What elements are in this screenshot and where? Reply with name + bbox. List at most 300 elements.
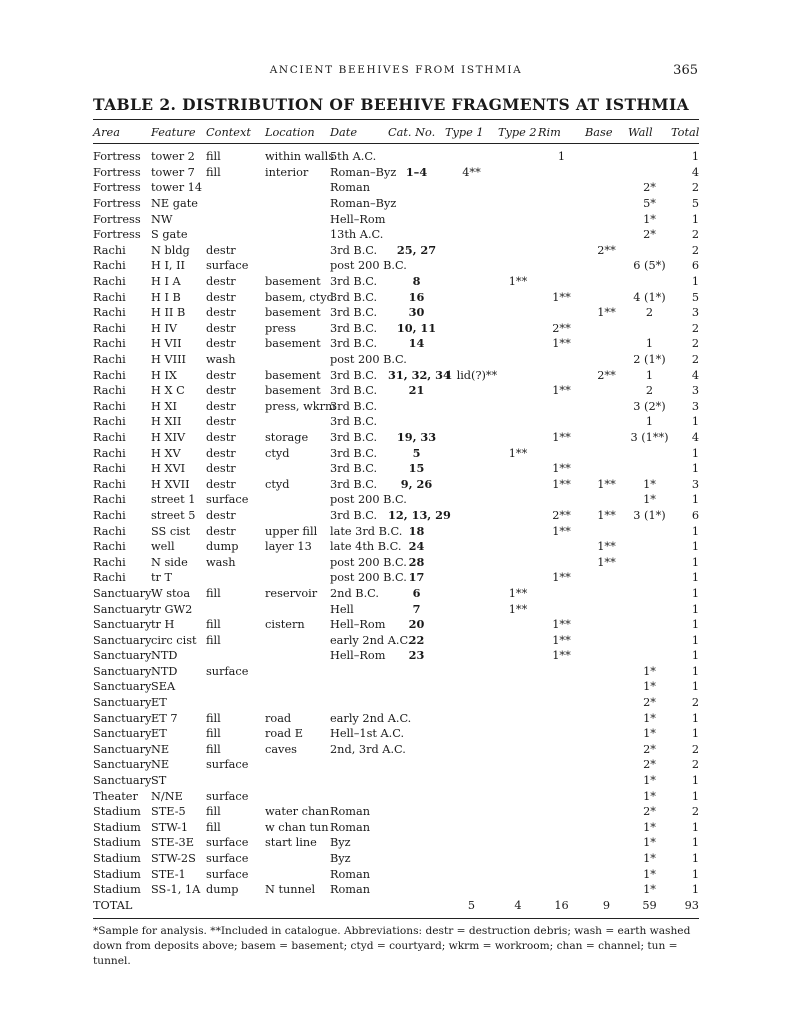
cell-location: basement xyxy=(265,275,321,289)
cell-total: 6 xyxy=(691,508,699,522)
cell-location: basement xyxy=(265,384,321,398)
cell-total: 1 xyxy=(691,446,699,460)
cell-wall: 1* xyxy=(643,789,656,803)
cell-area: Rachi xyxy=(93,399,126,413)
cell-context: destr xyxy=(206,306,236,320)
cell-feature: H I A xyxy=(151,275,181,289)
cell-type-1 xyxy=(445,211,498,227)
cell-wall: 1* xyxy=(643,852,656,866)
cell-cat-no: 25, 27 xyxy=(396,242,437,257)
cell-type-2 xyxy=(498,882,538,898)
cell-rim xyxy=(538,820,585,836)
cell-area: Sanctuary xyxy=(93,602,152,616)
col-header-type-2: Type 2 xyxy=(498,126,537,139)
cell-wall: 1 xyxy=(645,415,654,429)
cell-feature: STW-2S xyxy=(151,852,196,866)
cell-feature: N bldg xyxy=(151,243,190,257)
cell-area: Stadium xyxy=(93,805,141,819)
table-row xyxy=(93,180,699,196)
cell-base xyxy=(585,726,628,742)
cell-feature: tr GW2 xyxy=(151,602,193,616)
cell-wall xyxy=(628,554,671,570)
table-row xyxy=(93,289,699,305)
cell-date: 3rd B.C. xyxy=(330,337,378,351)
cell-rim xyxy=(538,679,585,695)
table-header xyxy=(93,122,699,143)
cell-wall: 2* xyxy=(643,805,656,819)
cell-area: Fortress xyxy=(93,197,141,211)
cell-base xyxy=(585,165,628,181)
col-header-type-1: Type 1 xyxy=(445,126,484,139)
cell-area: Sanctuary xyxy=(93,727,152,741)
cell-rim: 1** xyxy=(552,618,571,632)
cell-area: Rachi xyxy=(93,477,126,491)
cell-total: 2 xyxy=(691,758,699,772)
cell-wall xyxy=(628,461,671,477)
cell-date xyxy=(330,757,388,773)
cell-type-1 xyxy=(445,399,498,415)
cell-type-2 xyxy=(498,196,538,212)
top-rule xyxy=(93,119,699,120)
cell-context: wash xyxy=(206,353,236,367)
cell-base: 1** xyxy=(597,555,616,569)
cell-area: Rachi xyxy=(93,555,126,569)
cell-feature: H XI xyxy=(151,399,177,413)
cell-context: destr xyxy=(206,275,236,289)
cell-location: w chan tun xyxy=(265,820,329,834)
cell-base xyxy=(585,321,628,337)
cell-context: destr xyxy=(206,290,236,304)
cell-base xyxy=(585,445,628,461)
cell-date xyxy=(330,773,388,789)
cell-type-2 xyxy=(498,461,538,477)
cell-total: 2 xyxy=(691,353,699,367)
cell-rim xyxy=(538,243,585,259)
cell-feature: SEA xyxy=(151,680,176,694)
cell-feature: H II B xyxy=(151,306,186,320)
cell-date: Roman xyxy=(330,181,371,195)
cell-feature: circ cist xyxy=(151,633,197,647)
cell-wall xyxy=(628,274,671,290)
cell-location: press xyxy=(265,321,296,335)
cell-base xyxy=(585,149,628,165)
cell-cat-no xyxy=(388,180,445,196)
cell-location: N tunnel xyxy=(265,883,316,897)
table-row xyxy=(93,461,699,477)
cell-location xyxy=(265,632,330,648)
table-row xyxy=(93,430,699,446)
cell-location: road E xyxy=(265,727,304,741)
cell-type-2 xyxy=(498,757,538,773)
cell-rim xyxy=(538,586,585,602)
cell-feature: tower 14 xyxy=(151,181,203,195)
cell-rim xyxy=(538,773,585,789)
cell-type-2: 1** xyxy=(508,275,528,289)
cell-location xyxy=(265,664,330,680)
cell-cat-no: 6 xyxy=(412,585,421,600)
cell-base xyxy=(585,414,628,430)
cell-feature: STW-1 xyxy=(151,820,189,834)
table-row xyxy=(93,539,699,555)
cell-feature: ET 7 xyxy=(151,711,178,725)
cell-type-1 xyxy=(445,352,498,368)
cell-cat-no xyxy=(388,866,445,882)
cell-rim xyxy=(538,492,585,508)
cell-location xyxy=(265,570,330,586)
table-row xyxy=(93,211,699,227)
cell-cat-no: 10, 11 xyxy=(396,320,437,335)
cell-wall xyxy=(628,586,671,602)
cell-type-2 xyxy=(498,149,538,165)
cell-context: destr xyxy=(206,384,236,398)
cell-area: Sanctuary xyxy=(93,633,152,647)
table-row xyxy=(93,788,699,804)
cell-type-1 xyxy=(445,492,498,508)
cell-rim xyxy=(538,726,585,742)
cell-base xyxy=(585,617,628,633)
cell-type-2 xyxy=(498,227,538,243)
cell-context: wash xyxy=(206,555,236,569)
table-row xyxy=(93,586,699,602)
cell-area: Stadium xyxy=(93,867,141,881)
cell-wall xyxy=(628,539,671,555)
cell-wall: 1* xyxy=(643,680,656,694)
cell-cat-no xyxy=(388,399,445,415)
cell-base xyxy=(585,289,628,305)
cell-cat-no xyxy=(388,788,445,804)
cell-rim: 1 xyxy=(557,150,566,164)
cell-type-1 xyxy=(445,851,498,867)
cell-type-1 xyxy=(445,648,498,664)
cell-total: 4 xyxy=(691,368,699,382)
cell-cat-no: 24 xyxy=(408,539,425,554)
cell-context: surface xyxy=(206,836,249,850)
cell-rim xyxy=(538,305,585,321)
cell-total: 4 xyxy=(691,165,699,179)
cell-date: 3rd B.C. xyxy=(330,243,378,257)
cell-base xyxy=(585,570,628,586)
col-header-wall: Wall xyxy=(628,126,653,139)
cell-context: fill xyxy=(206,618,221,632)
cell-total: 2 xyxy=(691,805,699,819)
cell-context: surface xyxy=(206,758,249,772)
cell-date: post 200 B.C. xyxy=(330,353,407,367)
cell-type-1 xyxy=(445,866,498,882)
cell-context: destr xyxy=(206,446,236,460)
cell-cat-no xyxy=(388,227,445,243)
cell-area: Rachi xyxy=(93,353,126,367)
cell-area: Rachi xyxy=(93,243,126,257)
cell-context: surface xyxy=(206,867,249,881)
cell-context: destr xyxy=(206,430,236,444)
col-header-location: Location xyxy=(265,126,315,139)
table-row xyxy=(93,835,699,851)
table-row xyxy=(93,773,699,789)
table-footnote: *Sample for analysis. **Included in catalogue. Abbreviations: destr = destruction debris; wash = earth washed down from deposits above; basem = basement; ctyd = courtyard; wkrm = workroom; chan = channel; tun = tunnel. xyxy=(93,925,691,967)
cell-base: 1** xyxy=(597,540,616,554)
table-row xyxy=(93,383,699,399)
cell-area: Rachi xyxy=(93,415,126,429)
cell-feature: H XVII xyxy=(151,477,190,491)
cell-type-2: 1** xyxy=(508,602,528,616)
cell-context xyxy=(206,180,265,196)
cell-context xyxy=(206,196,265,212)
cell-area: Sanctuary xyxy=(93,680,152,694)
cell-wall: 1* xyxy=(643,727,656,741)
cell-type-1 xyxy=(445,695,498,711)
cell-feature: H VIII xyxy=(151,353,186,367)
cell-location: cistern xyxy=(265,618,305,632)
cell-base xyxy=(585,882,628,898)
cell-feature: NTD xyxy=(151,664,178,678)
cell-rim xyxy=(538,788,585,804)
cell-type-1 xyxy=(445,508,498,524)
cell-cat-no: 9, 26 xyxy=(400,476,433,491)
cell-wall: 3 (1*) xyxy=(633,508,666,522)
cell-base xyxy=(585,695,628,711)
cell-base xyxy=(585,399,628,415)
cell-wall xyxy=(628,165,671,181)
cell-base xyxy=(585,211,628,227)
cell-location xyxy=(265,601,330,617)
cell-total: 1 xyxy=(691,820,699,834)
cell-context xyxy=(206,648,265,664)
cell-cat-no: 18 xyxy=(408,523,425,538)
cell-base xyxy=(585,274,628,290)
table-row xyxy=(93,445,699,461)
cell-cat-no xyxy=(388,773,445,789)
cell-type-2: 1** xyxy=(508,446,528,460)
cell-location xyxy=(265,243,330,259)
cell-date: 3rd B.C. xyxy=(330,306,378,320)
cell-type-2 xyxy=(498,243,538,259)
cell-wall: 1* xyxy=(643,493,656,507)
cell-type-2 xyxy=(498,211,538,227)
cell-date: 3rd B.C. xyxy=(330,446,378,460)
cell-type-2 xyxy=(498,570,538,586)
cell-type-2 xyxy=(498,835,538,851)
cell-location: caves xyxy=(265,742,297,756)
cell-total: 5 xyxy=(691,290,699,304)
cell-area: Rachi xyxy=(93,446,126,460)
table-row xyxy=(93,695,699,711)
cell-base xyxy=(585,196,628,212)
cell-rim xyxy=(538,664,585,680)
cell-type-2 xyxy=(498,554,538,570)
table-row xyxy=(93,679,699,695)
cell-wall: 1 xyxy=(645,337,654,351)
cell-date: 2nd B.C. xyxy=(330,586,380,600)
cell-cat-no: 14 xyxy=(408,336,425,351)
cell-wall: 1* xyxy=(643,664,656,678)
cell-type-1 xyxy=(445,461,498,477)
cell-rim xyxy=(538,352,585,368)
cell-base xyxy=(585,461,628,477)
cell-base xyxy=(585,679,628,695)
cell-total: 1 xyxy=(691,618,699,632)
col-header-total: Total xyxy=(671,126,700,139)
total-wall: 59 xyxy=(642,898,657,912)
col-header-cat-no: Cat. No. xyxy=(388,126,436,139)
cell-date: Hell xyxy=(330,602,354,616)
cell-type-1 xyxy=(445,414,498,430)
cell-base xyxy=(585,383,628,399)
cell-location xyxy=(265,554,330,570)
cell-area: Fortress xyxy=(93,150,141,164)
cell-type-2 xyxy=(498,523,538,539)
cell-feature: well xyxy=(151,540,175,554)
cell-location: basement xyxy=(265,368,321,382)
cell-type-2 xyxy=(498,726,538,742)
cell-total: 1 xyxy=(691,836,699,850)
cell-location xyxy=(265,227,330,243)
cell-cat-no: 17 xyxy=(408,570,425,585)
table-row xyxy=(93,305,699,321)
cell-feature: H X C xyxy=(151,384,185,398)
cell-type-1 xyxy=(445,227,498,243)
cell-type-1 xyxy=(445,742,498,758)
cell-type-2 xyxy=(498,866,538,882)
cell-location: water chan xyxy=(265,805,330,819)
cell-base xyxy=(585,664,628,680)
cell-wall xyxy=(628,523,671,539)
cell-wall: 1* xyxy=(643,774,656,788)
table-row xyxy=(93,710,699,726)
cell-wall: 6 (5*) xyxy=(633,259,666,273)
table-row xyxy=(93,227,699,243)
cell-date: post 200 B.C. xyxy=(330,259,407,273)
cell-total: 1 xyxy=(691,524,699,538)
table-row xyxy=(93,601,699,617)
cell-date: late 3rd B.C. xyxy=(330,524,403,538)
cell-base: 1** xyxy=(597,306,616,320)
cell-date: late 4th B.C. xyxy=(330,540,402,554)
cell-context: destr xyxy=(206,243,236,257)
cell-context: destr xyxy=(206,462,236,476)
cell-base xyxy=(585,835,628,851)
cell-wall xyxy=(628,445,671,461)
cell-base: 2** xyxy=(597,368,616,382)
cell-feature: NW xyxy=(151,212,173,226)
cell-cat-no: 12, 13, 29 xyxy=(388,507,451,522)
cell-type-1 xyxy=(445,336,498,352)
cell-location xyxy=(265,679,330,695)
cell-context: fill xyxy=(206,165,221,179)
cell-base: 1** xyxy=(597,508,616,522)
cell-rim: 2** xyxy=(552,321,571,335)
cell-base xyxy=(585,258,628,274)
cell-total: 1 xyxy=(691,633,699,647)
cell-wall xyxy=(628,149,671,165)
total-row xyxy=(93,898,699,914)
cell-total: 1 xyxy=(691,602,699,616)
table-row xyxy=(93,165,699,181)
cell-wall: 1* xyxy=(643,820,656,834)
cell-base: 2** xyxy=(597,243,616,257)
cell-context: fill xyxy=(206,820,221,834)
cell-total: 1 xyxy=(691,664,699,678)
cell-date: post 200 B.C. xyxy=(330,493,407,507)
cell-rim: 1** xyxy=(552,571,571,585)
cell-feature: ET xyxy=(151,727,167,741)
cell-date: post 200 B.C. xyxy=(330,555,407,569)
cell-cat-no: 15 xyxy=(408,461,425,476)
cell-feature: street 5 xyxy=(151,508,196,522)
cell-date: early 2nd A.C. xyxy=(330,633,412,647)
cell-total: 2 xyxy=(691,337,699,351)
cell-type-1 xyxy=(445,679,498,695)
cell-type-1: 1 lid(?)** xyxy=(445,368,498,382)
cell-date: Roman–Byz xyxy=(330,197,397,211)
cell-type-1 xyxy=(445,804,498,820)
cell-type-1 xyxy=(445,632,498,648)
table-row xyxy=(93,352,699,368)
cell-location xyxy=(265,414,330,430)
cell-rim: 1** xyxy=(552,649,571,663)
cell-type-2 xyxy=(498,788,538,804)
cell-total: 1 xyxy=(691,212,699,226)
cell-context: dump xyxy=(206,540,239,554)
cell-total: 1 xyxy=(691,493,699,507)
cell-rim: 1** xyxy=(552,290,571,304)
col-header-feature: Feature xyxy=(151,126,196,139)
cell-date: 3rd B.C. xyxy=(330,430,378,444)
cell-type-2 xyxy=(498,773,538,789)
cell-cat-no: 8 xyxy=(412,274,421,289)
cell-location xyxy=(265,648,330,664)
cell-wall: 1* xyxy=(643,711,656,725)
cell-type-2 xyxy=(498,165,538,181)
table-row xyxy=(93,742,699,758)
total-base: 9 xyxy=(602,898,611,912)
cell-type-1 xyxy=(445,243,498,259)
cell-type-1 xyxy=(445,617,498,633)
cell-total: 3 xyxy=(691,477,699,491)
cell-feature: ST xyxy=(151,774,167,788)
table-row xyxy=(93,664,699,680)
cell-type-1 xyxy=(445,726,498,742)
cell-type-2 xyxy=(498,305,538,321)
cell-cat-no: 28 xyxy=(408,554,425,569)
cell-area: Sanctuary xyxy=(93,742,152,756)
cell-type-2 xyxy=(498,289,538,305)
cell-type-2 xyxy=(498,632,538,648)
cell-cat-no xyxy=(388,804,445,820)
cell-cat-no xyxy=(388,211,445,227)
cell-type-2 xyxy=(498,352,538,368)
cell-date xyxy=(330,679,388,695)
cell-context: fill xyxy=(206,586,221,600)
cell-location: start line xyxy=(265,836,317,850)
cell-type-2 xyxy=(498,367,538,383)
cell-location: reservoir xyxy=(265,586,318,600)
cell-location: interior xyxy=(265,165,309,179)
cell-date: post 200 B.C. xyxy=(330,571,407,585)
cell-area: Sanctuary xyxy=(93,586,152,600)
cell-area: Sanctuary xyxy=(93,618,152,632)
table-row xyxy=(93,820,699,836)
cell-feature: S gate xyxy=(151,228,188,242)
table-row xyxy=(93,617,699,633)
cell-area: Rachi xyxy=(93,462,126,476)
cell-wall: 3 (1**) xyxy=(630,430,669,444)
cell-type-1 xyxy=(445,258,498,274)
cell-wall: 2* xyxy=(643,742,656,756)
cell-type-2 xyxy=(498,258,538,274)
cell-date: Hell–1st A.C. xyxy=(330,727,405,741)
cell-wall: 2 xyxy=(645,306,654,320)
cell-date: early 2nd A.C. xyxy=(330,711,412,725)
